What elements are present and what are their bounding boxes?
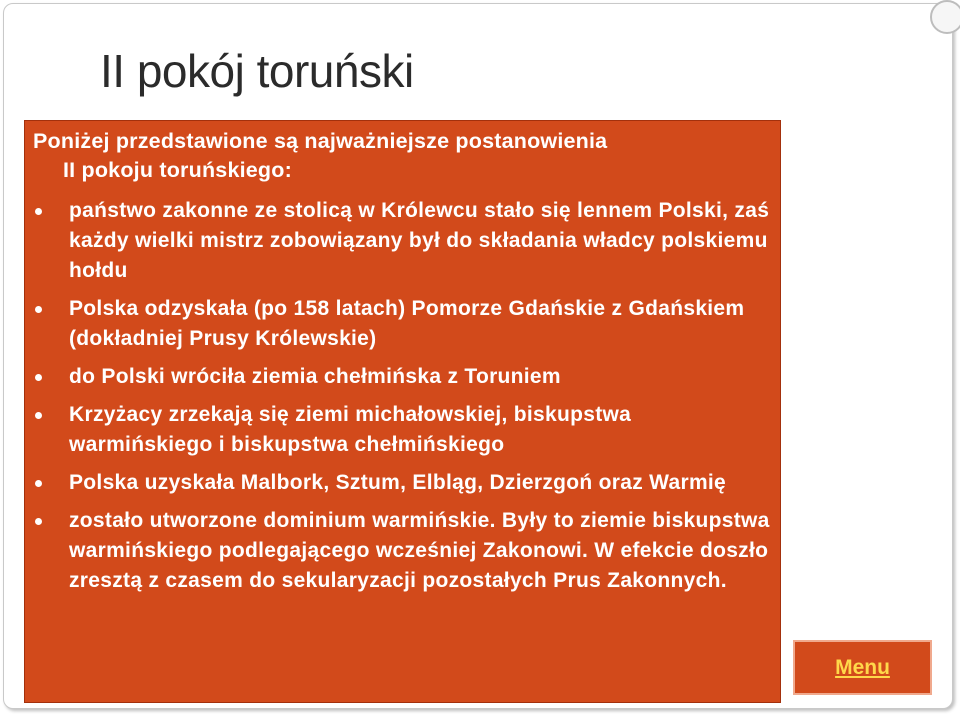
- content-box: [24, 120, 781, 703]
- corner-circle-decoration: [930, 0, 960, 34]
- bullet-item: Polska uzyskała Malbork, Sztum, Elbląg, Dzierzgoń oraz Warmię: [25, 468, 782, 498]
- intro-line-1: Poniżej przedstawione są najważniejsze postanowienia: [33, 129, 608, 153]
- slide-title: II pokój toruński: [100, 45, 414, 97]
- menu-button-label[interactable]: Menu: [835, 655, 890, 679]
- bullet-item: zostało utworzone dominium warmińskie. Były to ziemie biskupstwa warmińskiego podlegającego wcześniej Zakonowi. W efekcie doszło zresztą z czasem do sekularyzacji pozostałych Prus Zakonnych.: [25, 506, 782, 596]
- menu-button[interactable]: [793, 640, 932, 695]
- bullet-item: do Polski wróciła ziemia chełmińska z Toruniem: [25, 362, 782, 392]
- bullet-item: Krzyżacy zrzekają się ziemi michałowskiej, biskupstwa warmińskiego i biskupstwa chełmińskiego: [25, 400, 782, 460]
- bullet-item: państwo zakonne ze stolicą w Królewcu stało się lennem Polski, zaś każdy wielki mistrz zobowiązany był do składania władcy polskiemu hołdu: [25, 196, 782, 286]
- bullet-list: [25, 196, 782, 604]
- intro-text: [33, 127, 768, 185]
- intro-line-2: II pokoju toruńskiego:: [63, 158, 292, 182]
- bullet-item: Polska odzyskała (po 158 latach) Pomorze Gdańskie z Gdańskiem (dokładniej Prusy Królewskie): [25, 294, 782, 354]
